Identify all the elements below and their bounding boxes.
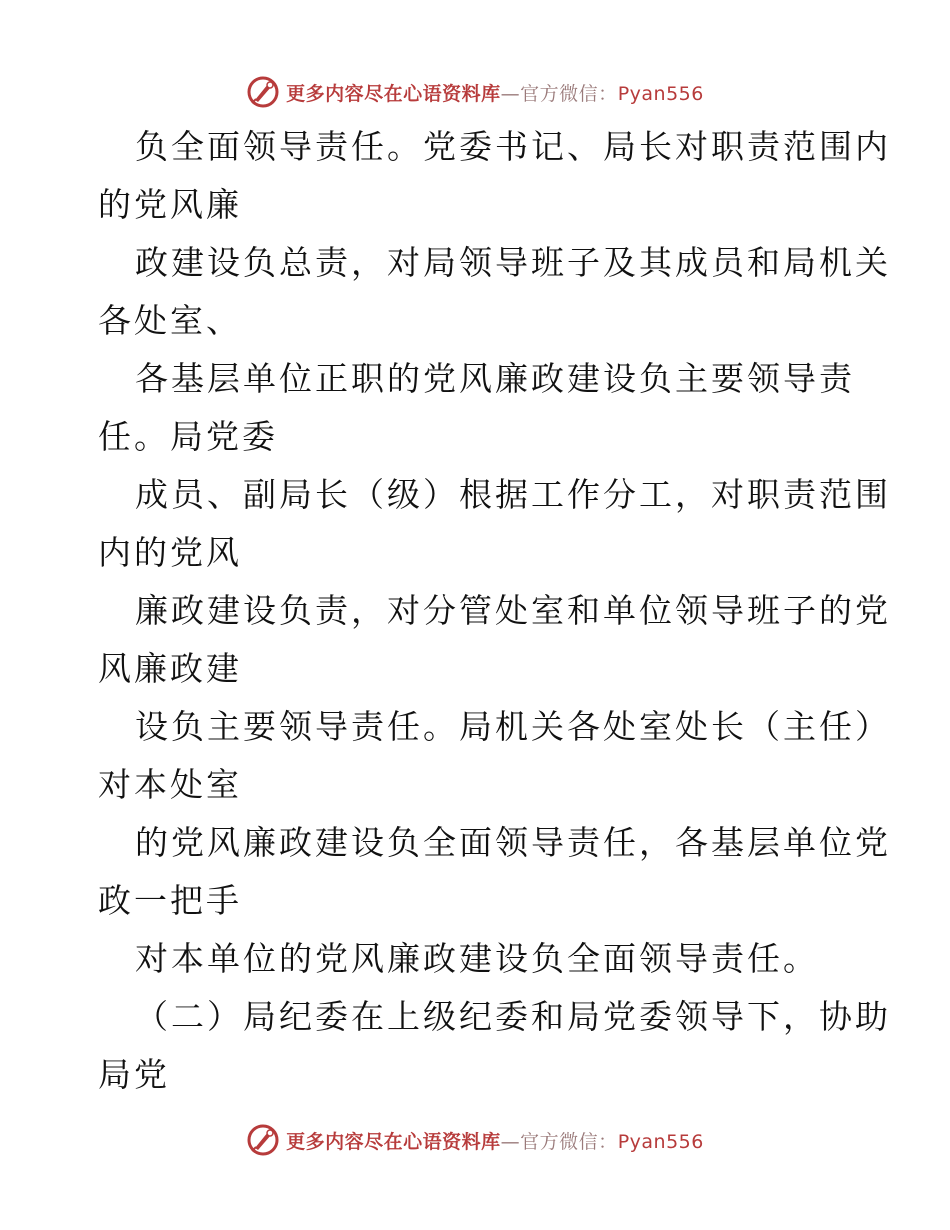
header-wechat-id: Pyan556 <box>617 82 704 105</box>
document-body <box>98 118 891 1104</box>
body-line: 政一把手 <box>98 881 242 920</box>
header-separator: — <box>500 82 521 105</box>
body-line: （二）局纪委在上级纪委和局党委领导下，协助 <box>135 997 891 1036</box>
footer-separator: — <box>500 1130 521 1153</box>
quill-logo-icon <box>246 1123 280 1157</box>
body-line: 局党 <box>98 1055 170 1094</box>
header-watermark <box>0 72 950 112</box>
body-line: 内的党风 <box>98 533 242 572</box>
body-line: 任。局党委 <box>98 417 278 456</box>
quill-logo-icon <box>246 75 280 109</box>
body-line: 各基层单位正职的党风廉政建设负主要领导责 <box>135 359 855 398</box>
body-line: 对本处室 <box>98 765 242 804</box>
header-site-text: 更多内容尽在心语资料库 <box>286 82 501 105</box>
body-line: 的党风廉 <box>98 185 242 224</box>
body-line: 对本单位的党风廉政建设负全面领导责任。 <box>135 939 819 978</box>
body-line: 设负主要领导责任。局机关各处室处长（主任） <box>135 707 891 746</box>
body-line: 廉政建设负责，对分管处室和单位领导班子的党 <box>135 591 891 630</box>
header-watermark-text <box>286 79 704 106</box>
footer-wechat-label: 官方微信： <box>520 1130 618 1153</box>
body-line: 负全面领导责任。党委书记、局长对职责范围内 <box>135 127 891 166</box>
body-line: 风廉政建 <box>98 649 242 688</box>
body-line: 政建设负总责，对局领导班子及其成员和局机关 <box>135 243 891 282</box>
footer-watermark-text <box>286 1127 704 1154</box>
body-line: 成员、副局长（级）根据工作分工，对职责范围 <box>135 475 891 514</box>
body-line: 的党风廉政建设负全面领导责任，各基层单位党 <box>135 823 891 862</box>
footer-wechat-id: Pyan556 <box>617 1130 704 1153</box>
header-wechat-label: 官方微信： <box>520 82 618 105</box>
footer-watermark <box>0 1120 950 1160</box>
body-line: 各处室、 <box>98 301 242 340</box>
footer-site-text: 更多内容尽在心语资料库 <box>286 1130 501 1153</box>
